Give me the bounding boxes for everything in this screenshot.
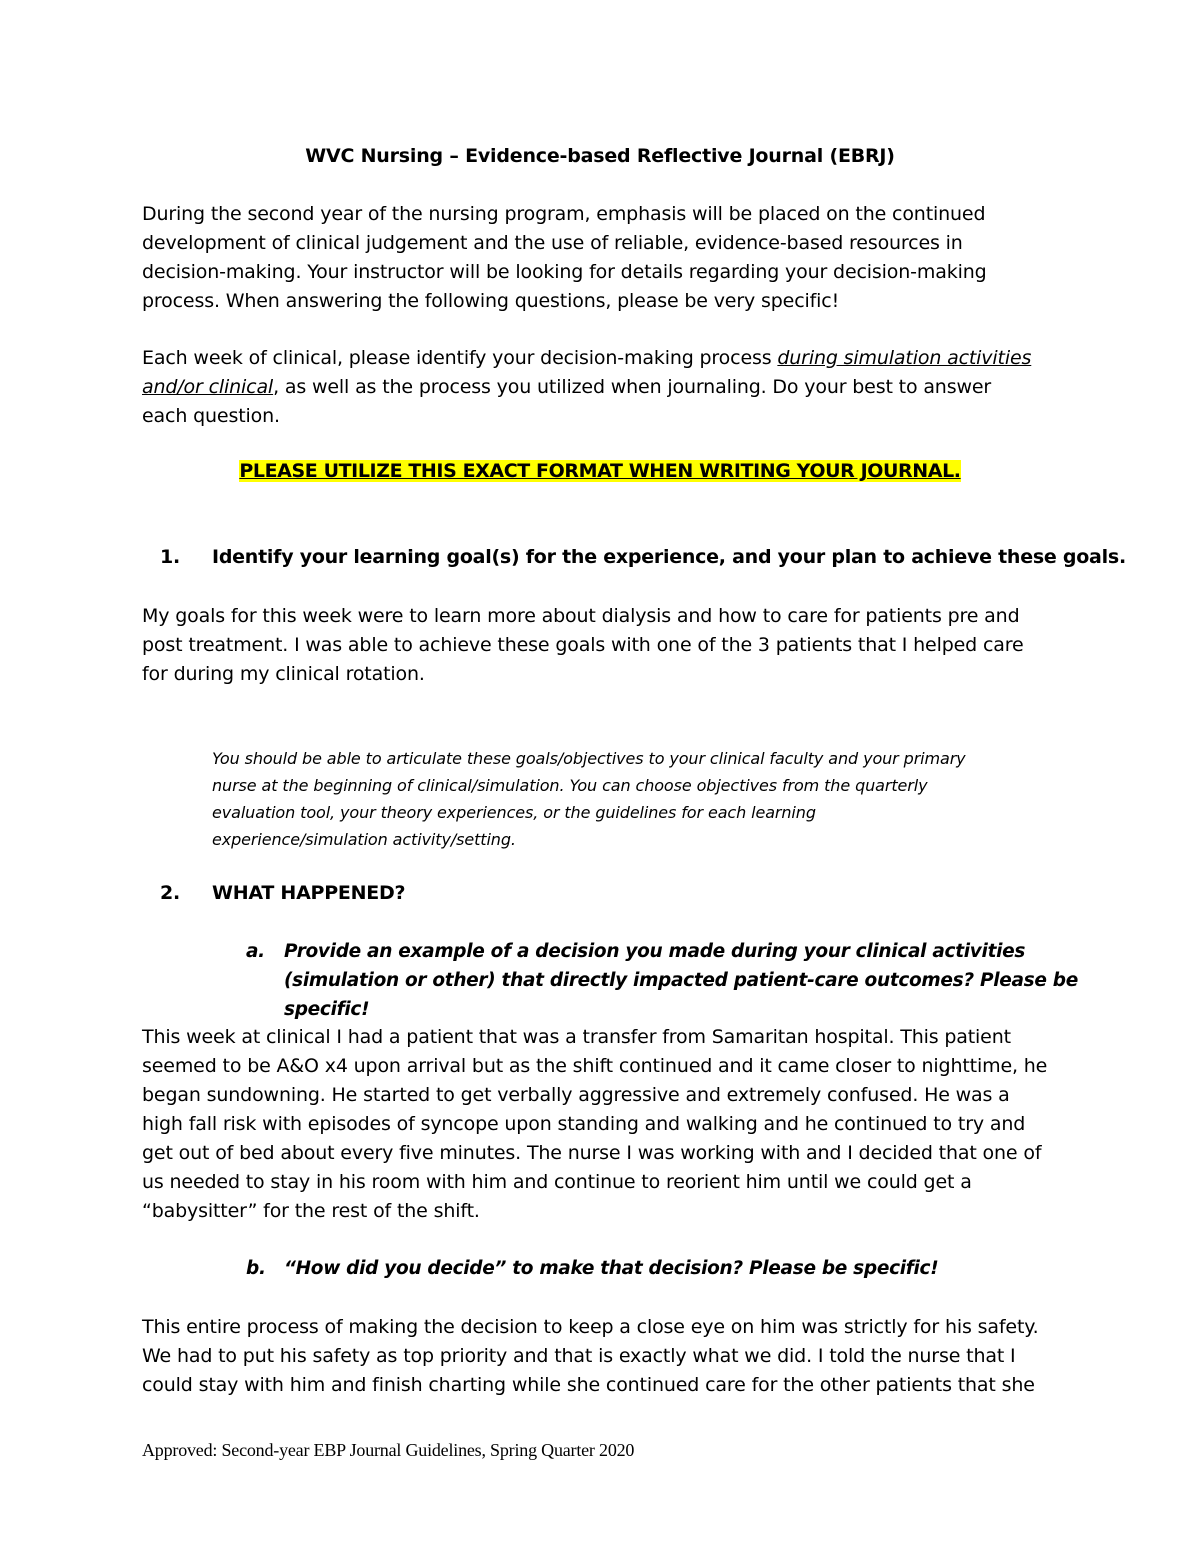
question-2b-prompt: [246, 1254, 1076, 1284]
sub-question-line: specific!: [284, 999, 370, 1020]
weekly-line: each question.: [142, 405, 280, 427]
format-notice: [0, 460, 1200, 482]
question-1-answer: [142, 602, 1072, 689]
answer-line: “babysitter” for the rest of the shift.: [142, 1200, 480, 1222]
intro-line: decision-making. Your instructor will be looking for details regarding your decision-making: [142, 261, 987, 283]
question-text: WHAT HAPPENED?: [212, 882, 406, 904]
sub-question-label: a.: [246, 941, 265, 962]
answer-line: This week at clinical I had a patient that was a transfer from Samaritan hospital. This patient: [142, 1026, 1011, 1048]
guidance-line: evaluation tool, your theory experiences, or the guidelines for each learning: [212, 803, 816, 822]
answer-line: high fall risk with episodes of syncope upon standing and walking and he continued to try and: [142, 1113, 1026, 1135]
answer-line: began sundowning. He started to get verbally aggressive and extremely confused. He was a: [142, 1084, 1010, 1106]
intro-line: During the second year of the nursing program, emphasis will be placed on the continued: [142, 203, 986, 225]
sub-question-line: Provide an example of a decision you made during your clinical activities: [284, 941, 1026, 962]
sub-question-body: [284, 1254, 938, 1283]
guidance-line: You should be able to articulate these goals/objectives to your clinical faculty and your primary: [212, 749, 966, 768]
answer-line: for during my clinical rotation.: [142, 663, 425, 685]
answer-line: get out of bed about every five minutes. The nurse I was working with and I decided that one of: [142, 1142, 1042, 1164]
sub-question-line: “How did you decide” to make that decision? Please be specific!: [284, 1258, 939, 1279]
weekly-emphasis: during simulation activities: [777, 347, 1032, 369]
question-2a-answer: [142, 1023, 1072, 1226]
page-footer: Approved: Second-year EBP Journal Guidelines, Spring Quarter 2020: [142, 1440, 635, 1460]
intro-line: process. When answering the following questions, please be very specific!: [142, 290, 840, 312]
highlighted-notice-text: PLEASE UTILIZE THIS EXACT FORMAT WHEN WRITING YOUR JOURNAL.: [239, 460, 961, 482]
sub-question-line: (simulation or other) that directly impacted patient-care outcomes? Please be: [284, 970, 1078, 991]
answer-line: seemed to be A&O x4 upon arrival but as the shift continued and it came closer to nighttime, he: [142, 1055, 1048, 1077]
answer-line: post treatment. I was able to achieve these goals with one of the 3 patients that I helped care: [142, 634, 1024, 656]
answer-line: could stay with him and finish charting while she continued care for the other patients that she: [142, 1374, 1035, 1396]
question-2a-prompt: [246, 937, 1076, 1027]
question-number: 2.: [160, 882, 180, 904]
sub-question-body: [284, 937, 1078, 1024]
weekly-text: Each week of clinical, please identify your decision-making process: [142, 347, 778, 369]
weekly-line: [142, 344, 1072, 373]
weekly-line: [142, 373, 1072, 402]
weekly-text: , as well as the process you utilized when journaling. Do your best to answer: [273, 376, 992, 398]
question-2b-answer: [142, 1313, 1072, 1400]
question-2-heading: [160, 882, 405, 904]
answer-line: My goals for this week were to learn more about dialysis and how to care for patients pre and: [142, 605, 1020, 627]
answer-line: We had to put his safety as top priority and that is exactly what we did. I told the nurse that I: [142, 1345, 1016, 1367]
question-1-guidance: [212, 745, 1072, 853]
intro-paragraph: [142, 200, 1072, 316]
document-title: WVC Nursing – Evidence-based Reflective Journal (EBRJ): [305, 145, 895, 167]
intro-line: development of clinical judgement and the use of reliable, evidence-based resources in: [142, 232, 963, 254]
weekly-instruction-paragraph: [142, 344, 1072, 431]
guidance-line: experience/simulation activity/setting.: [212, 830, 516, 849]
weekly-emphasis: and/or clinical: [142, 376, 274, 398]
answer-line: This entire process of making the decision to keep a close eye on him was strictly for his safety.: [142, 1316, 1039, 1338]
question-text: Identify your learning goal(s) for the experience, and your plan to achieve these goals.: [212, 546, 1126, 568]
question-number: 1.: [160, 546, 180, 568]
sub-question-label: b.: [246, 1258, 266, 1279]
answer-line: us needed to stay in his room with him and continue to reorient him until we could get a: [142, 1171, 972, 1193]
question-1-heading: [160, 546, 1126, 568]
guidance-line: nurse at the beginning of clinical/simulation. You can choose objectives from the quarterly: [212, 776, 928, 795]
